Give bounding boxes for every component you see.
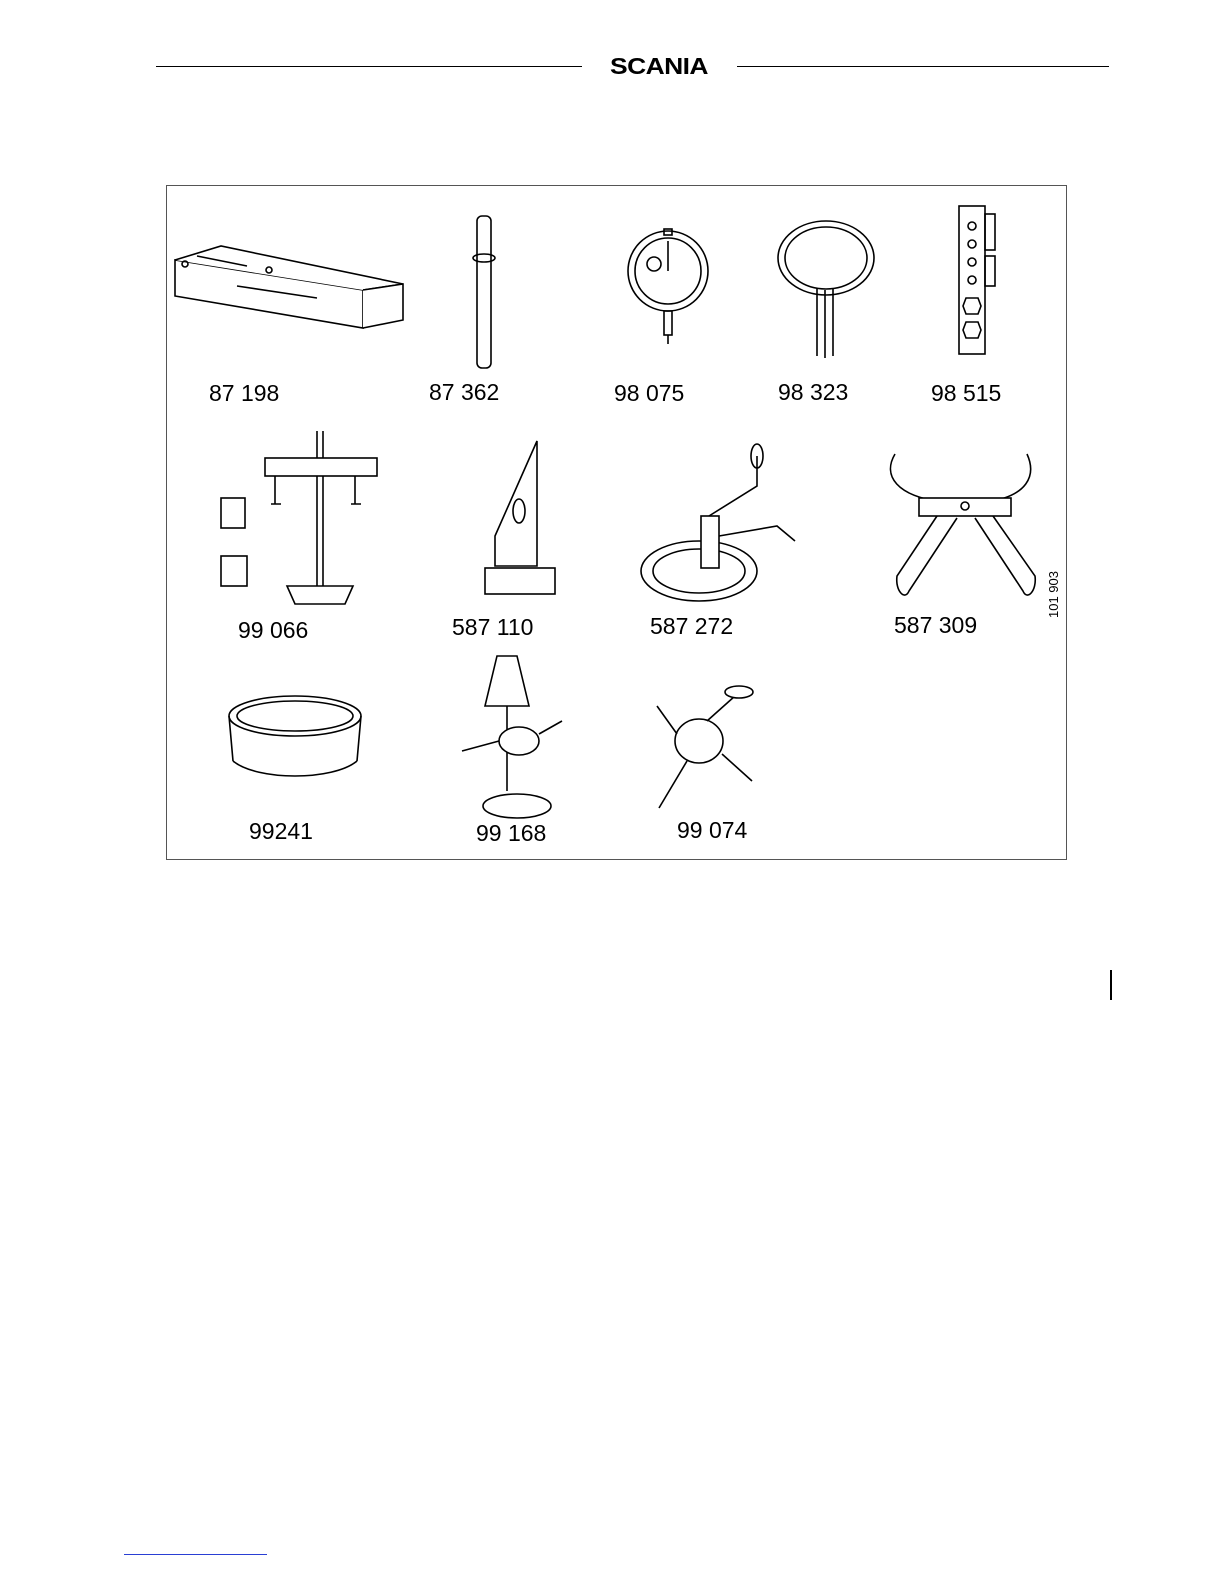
tool-label: 87 198 bbox=[209, 380, 280, 406]
tool-label: 98 323 bbox=[778, 379, 849, 405]
puller-icon bbox=[221, 431, 377, 604]
tool-label: 99 168 bbox=[476, 820, 547, 846]
alignment-bar-icon bbox=[175, 246, 403, 328]
socket-bar-icon bbox=[959, 206, 995, 354]
tool-label: 99 066 bbox=[238, 617, 309, 643]
sleeve-ring-icon bbox=[229, 696, 361, 776]
tool-label: 99241 bbox=[249, 818, 313, 844]
drift-pin-icon bbox=[473, 216, 495, 368]
change-bar bbox=[1110, 970, 1112, 1000]
figure-code: 101 903 bbox=[1046, 571, 1061, 618]
tool-label: 87 362 bbox=[429, 379, 500, 405]
tool-label: 99 074 bbox=[677, 817, 748, 843]
dial-gauge-icon bbox=[628, 229, 708, 344]
handle-drift-icon bbox=[657, 686, 753, 808]
tool-label: 587 309 bbox=[894, 612, 978, 638]
header-rule-left bbox=[156, 66, 582, 67]
tool-label: 587 272 bbox=[650, 613, 734, 639]
ring-clamp-icon bbox=[778, 221, 874, 358]
valve-tool-icon bbox=[462, 656, 562, 818]
header-rule-right bbox=[737, 66, 1109, 67]
scania-logo: SCANIA bbox=[610, 53, 708, 79]
tool-label: 98 075 bbox=[614, 380, 685, 406]
tool-label: 587 110 bbox=[452, 614, 534, 640]
tools-figure bbox=[166, 185, 1067, 860]
piston-ring-pliers-icon bbox=[890, 454, 1035, 595]
footer-link-rule bbox=[124, 1554, 267, 1555]
stand-fixture-icon bbox=[485, 441, 555, 594]
valve-seat-cutter-icon bbox=[641, 444, 795, 601]
tool-label: 98 515 bbox=[931, 380, 1002, 406]
